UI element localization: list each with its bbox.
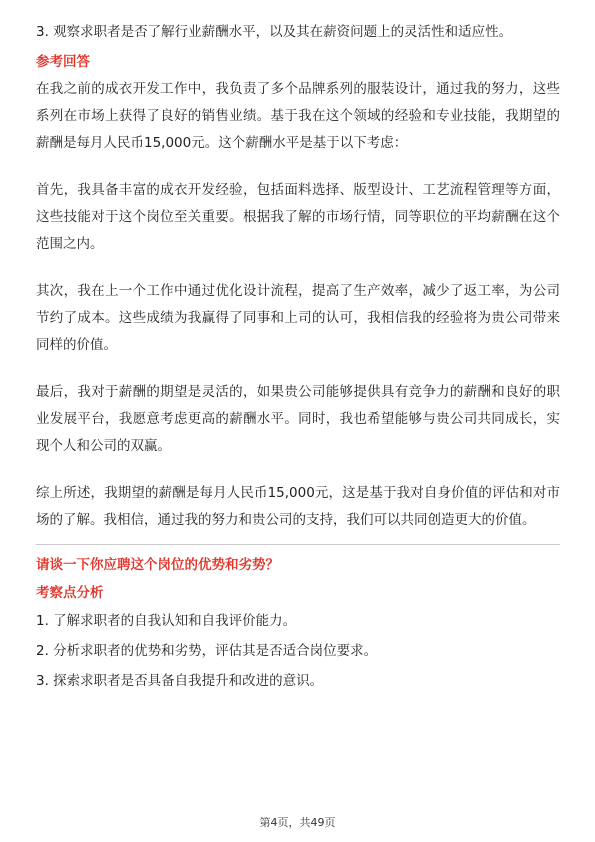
page-content [36,22,560,701]
answer-paragraph: 最后，我对于薪酬的期望是灵活的，如果贵公司能够提供具有竞争力的薪酬和良好的职业发展平台，我愿意考虑更高的薪酬水平。同时，我也希望能够与贵公司共同成长，实现个人和公司的双赢。 [36,384,560,454]
answer-paragraph: 在我之前的成衣开发工作中，我负责了多个品牌系列的服装设计，通过我的努力，这些系列在市场上获得了良好的销售业绩。基于我在这个领域的经验和专业技能，我期望的薪酬是每月人民币15,000元。这个薪酬水平是基于以下考虑： [36,81,560,151]
list-item: 2. 分析求职者的优势和劣势，评估其是否适合岗位要求。 [36,643,378,659]
list-item: 1. 了解求职者的自我认知和自我评价能力。 [36,613,297,629]
answer-paragraph: 综上所述，我期望的薪酬是每月人民币15,000元，这是基于我对自身价值的评估和对市场的了解。我相信，通过我的努力和贵公司的支持，我们可以共同创造更大的价值。 [36,485,560,528]
question-heading: 请谈一下你应聘这个岗位的优势和劣势？ [36,557,279,573]
answer-paragraph: 其次，我在上一个工作中通过优化设计流程，提高了生产效率，减少了返工率，为公司节约了成本。这些成绩为我赢得了同事和上司的认可，我相信我的经验将为贵公司带来同样的价值。 [36,283,560,353]
list-item: 3. 观察求职者是否了解行业薪酬水平，以及其在薪资问题上的灵活性和适应性。 [36,24,513,40]
list-item: 3. 探索求职者是否具备自我提升和改进的意识。 [36,673,324,689]
answer-paragraph: 首先，我具备丰富的成衣开发经验，包括面料选择、版型设计、工艺流程管理等方面，这些技能对于这个岗位至关重要。根据我了解的市场行情，同等职位的平均薪酬在这个范围之内。 [36,182,560,252]
section-divider [36,544,560,545]
analysis-heading: 考察点分析 [36,585,104,601]
page-number: 第4页，共49页 [259,816,336,829]
answer-heading: 参考回答 [36,54,90,70]
